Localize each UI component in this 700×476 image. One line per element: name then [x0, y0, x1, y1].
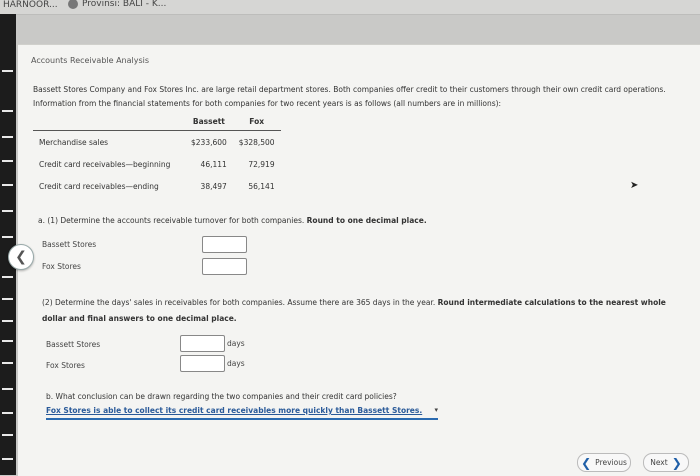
bassett-value: $233,600	[191, 137, 227, 147]
sidebar-marker	[2, 458, 13, 460]
back-button[interactable]	[8, 244, 34, 270]
question-instruction: Round to one decimal place.	[306, 216, 427, 225]
sidebar-marker	[2, 110, 13, 112]
sidebar-marker	[2, 412, 13, 414]
question-text: (2) Determine the days' sales in receivables for both companies. Assume there are 365 days in the year.	[42, 298, 436, 307]
sidebar-marker	[2, 184, 13, 186]
table-header	[33, 114, 185, 131]
fox-label: Fox Stores	[46, 361, 85, 370]
row-label: Merchandise sales	[39, 137, 109, 147]
intro-line: Information from the financial statements for both companies for two recent years is as follows (all numbers are in millions):	[33, 99, 502, 108]
browser-tab-label: Provinsi: BALI - K...	[82, 0, 167, 9]
previous-label: Previous	[595, 458, 627, 467]
financial-table	[33, 114, 281, 197]
next-label: Next	[650, 458, 668, 467]
table-row	[33, 175, 281, 197]
sidebar-marker	[2, 298, 13, 300]
fox-value: $328,500	[238, 137, 275, 147]
question-line	[42, 311, 692, 327]
question-letter: a.	[38, 216, 45, 225]
row-label: Credit card receivables—beginning	[39, 159, 171, 169]
fox-days-input[interactable]	[180, 355, 225, 372]
days-unit: days	[227, 339, 245, 348]
question-a1	[38, 216, 427, 225]
chevron-left-icon: ❮	[15, 249, 27, 265]
page-title: Accounts Receivable Analysis	[31, 56, 150, 65]
dropdown-selected-value: Fox Stores is able to collect its credit card receivables more quickly than Bassett Stores.	[46, 406, 423, 415]
site-icon	[68, 0, 78, 9]
question-a2	[42, 295, 692, 327]
fox-turnover-input[interactable]	[202, 258, 247, 275]
sidebar-marker	[2, 340, 13, 342]
previous-button[interactable]	[577, 453, 631, 472]
intro-line: Bassett Stores Company and Fox Stores Inc. are large retail department stores. Both companies offer credit to their customers through their own credit card operations.	[33, 85, 666, 94]
sidebar-marker	[2, 70, 13, 72]
browser-tab-bar	[0, 0, 700, 15]
browser-tab[interactable]	[68, 0, 166, 9]
bassett-days-input[interactable]	[180, 335, 225, 352]
fox-value: 56,141	[248, 181, 275, 191]
problem-intro	[33, 83, 688, 111]
sidebar-marker	[2, 160, 13, 162]
bassett-label: Bassett Stores	[42, 240, 97, 249]
table-header: Fox	[233, 114, 281, 131]
bassett-value: 38,497	[200, 181, 227, 191]
sidebar-marker	[2, 276, 13, 278]
question-b: b. What conclusion can be drawn regarding the two companies and their credit card policies?	[46, 392, 397, 401]
next-button[interactable]	[643, 453, 689, 472]
dropdown-arrow-icon: ▾	[434, 406, 438, 414]
conclusion-dropdown[interactable]	[46, 406, 438, 420]
question-line	[42, 295, 692, 311]
question-instruction: Round intermediate calculations to the nearest whole	[437, 298, 666, 307]
fox-value: 72,919	[248, 159, 275, 169]
left-sidebar	[0, 14, 16, 475]
sidebar-marker	[2, 236, 13, 238]
question-text: (1) Determine the accounts receivable turnover for both companies.	[47, 216, 305, 225]
fox-label: Fox Stores	[42, 262, 81, 271]
sidebar-marker	[2, 362, 13, 364]
table-row	[33, 131, 281, 154]
table-header-row	[33, 114, 281, 131]
sidebar-marker	[2, 320, 13, 322]
bassett-label: Bassett Stores	[46, 340, 101, 349]
chevron-left-icon: ❮	[581, 455, 592, 470]
browser-tab[interactable]: HARNOOR...	[3, 0, 58, 10]
bassett-value: 46,111	[200, 159, 227, 169]
mouse-cursor-icon: ➤	[630, 180, 639, 191]
sidebar-marker	[2, 136, 13, 138]
row-label: Credit card receivables—ending	[39, 181, 159, 191]
sidebar-marker	[2, 434, 13, 436]
days-unit: days	[227, 359, 245, 368]
table-header: Bassett	[185, 114, 233, 131]
sidebar-marker	[2, 210, 13, 212]
bassett-turnover-input[interactable]	[202, 236, 247, 253]
sidebar-marker	[2, 388, 13, 390]
table-row	[33, 153, 281, 175]
question-instruction: dollar and final answers to one decimal place.	[42, 314, 237, 323]
chevron-right-icon: ❯	[671, 455, 682, 470]
